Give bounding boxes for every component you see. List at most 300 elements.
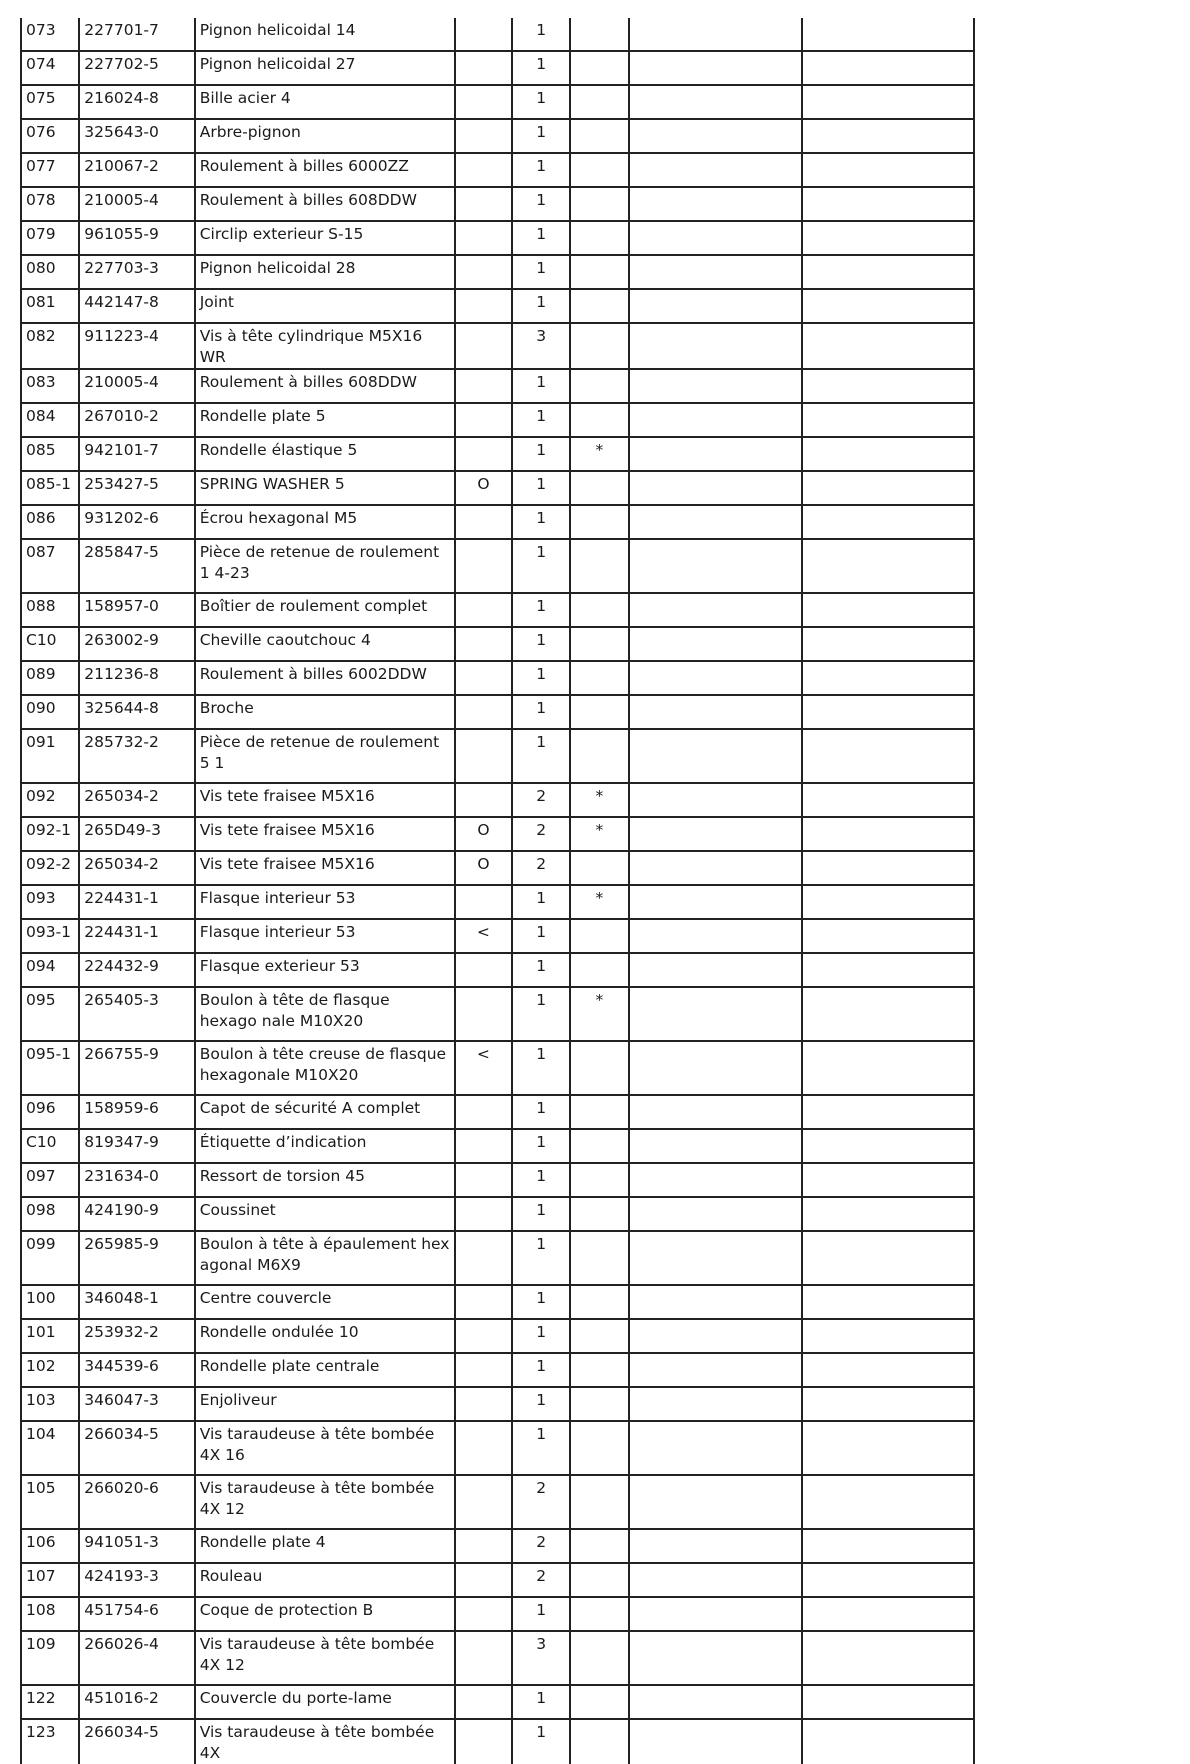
description-cell: Capot de sécurité A complet	[195, 1095, 455, 1129]
blank-cell	[629, 153, 803, 187]
table-row	[21, 18, 974, 51]
table-row	[21, 1685, 974, 1719]
quantity-cell: 3	[512, 323, 570, 369]
part-number-cell: 231634-0	[79, 1163, 194, 1197]
change-mark-cell	[570, 153, 628, 187]
blank-cell	[629, 403, 803, 437]
description-cell: Vis tete fraisee M5X16	[195, 817, 455, 851]
description-cell: Roulement à billes 6002DDW	[195, 661, 455, 695]
item-number-cell: 092-1	[21, 817, 79, 851]
blank-cell	[629, 1563, 803, 1597]
table-row	[21, 1197, 974, 1231]
blank-cell	[802, 987, 974, 1041]
blank-cell	[802, 1319, 974, 1353]
description-cell: Vis tete fraisee M5X16	[195, 851, 455, 885]
quantity-cell: 1	[512, 289, 570, 323]
item-number-cell: 095	[21, 987, 79, 1041]
change-mark-cell	[570, 119, 628, 153]
quantity-cell: 2	[512, 1475, 570, 1529]
table-row	[21, 817, 974, 851]
change-mark-cell	[570, 695, 628, 729]
blank-cell	[629, 953, 803, 987]
change-mark-cell	[570, 1319, 628, 1353]
blank-cell	[802, 661, 974, 695]
blank-cell	[802, 1129, 974, 1163]
table-row	[21, 1597, 974, 1631]
item-number-cell: 079	[21, 221, 79, 255]
change-mark-cell: *	[570, 783, 628, 817]
note-cell	[455, 1421, 512, 1475]
blank-cell	[629, 919, 803, 953]
blank-cell	[629, 437, 803, 471]
blank-cell	[802, 51, 974, 85]
note-cell	[455, 987, 512, 1041]
table-row	[21, 851, 974, 885]
table-row	[21, 1129, 974, 1163]
quantity-cell: 1	[512, 1231, 570, 1285]
description-cell: Circlip exterieur S-15	[195, 221, 455, 255]
part-number-cell: 253932-2	[79, 1319, 194, 1353]
change-mark-cell	[570, 51, 628, 85]
blank-cell	[629, 1387, 803, 1421]
item-number-cell: 097	[21, 1163, 79, 1197]
quantity-cell: 2	[512, 1529, 570, 1563]
change-mark-cell	[570, 1719, 628, 1764]
blank-cell	[802, 593, 974, 627]
item-number-cell: 101	[21, 1319, 79, 1353]
quantity-cell: 1	[512, 119, 570, 153]
table-row	[21, 289, 974, 323]
item-number-cell: 075	[21, 85, 79, 119]
table-row	[21, 919, 974, 953]
part-number-cell: 266034-5	[79, 1421, 194, 1475]
table-row	[21, 221, 974, 255]
change-mark-cell	[570, 919, 628, 953]
change-mark-cell	[570, 369, 628, 403]
quantity-cell: 1	[512, 1319, 570, 1353]
description-cell: Étiquette d’indication	[195, 1129, 455, 1163]
description-cell: Pièce de retenue de roulement 5 1	[195, 729, 455, 783]
blank-cell	[802, 437, 974, 471]
description-cell: Pignon helicoidal 27	[195, 51, 455, 85]
blank-cell	[802, 783, 974, 817]
quantity-cell: 2	[512, 817, 570, 851]
table-row	[21, 1529, 974, 1563]
table-row	[21, 1095, 974, 1129]
item-number-cell: 102	[21, 1353, 79, 1387]
table-row	[21, 153, 974, 187]
change-mark-cell	[570, 1631, 628, 1685]
blank-cell	[629, 1197, 803, 1231]
note-cell	[455, 1631, 512, 1685]
description-cell: Boulon à tête à épaulement hex agonal M6X9	[195, 1231, 455, 1285]
quantity-cell: 1	[512, 369, 570, 403]
quantity-cell: 1	[512, 18, 570, 51]
note-cell	[455, 221, 512, 255]
blank-cell	[802, 885, 974, 919]
note-cell	[455, 695, 512, 729]
blank-cell	[629, 695, 803, 729]
note-cell	[455, 18, 512, 51]
change-mark-cell	[570, 1285, 628, 1319]
table-row	[21, 1353, 974, 1387]
table-row	[21, 1231, 974, 1285]
part-number-cell: 346047-3	[79, 1387, 194, 1421]
change-mark-cell	[570, 187, 628, 221]
table-row	[21, 369, 974, 403]
blank-cell	[802, 1231, 974, 1285]
blank-cell	[629, 1163, 803, 1197]
table-row	[21, 85, 974, 119]
item-number-cell: 094	[21, 953, 79, 987]
blank-cell	[629, 505, 803, 539]
part-number-cell: 346048-1	[79, 1285, 194, 1319]
table-row	[21, 1563, 974, 1597]
description-cell: Rondelle élastique 5	[195, 437, 455, 471]
change-mark-cell	[570, 1387, 628, 1421]
quantity-cell: 1	[512, 1421, 570, 1475]
item-number-cell: 085-1	[21, 471, 79, 505]
description-cell: Vis taraudeuse à tête bombée 4X 12	[195, 1631, 455, 1685]
part-number-cell: 451754-6	[79, 1597, 194, 1631]
note-cell	[455, 1319, 512, 1353]
note-cell	[455, 1129, 512, 1163]
note-cell: <	[455, 919, 512, 953]
change-mark-cell: *	[570, 817, 628, 851]
change-mark-cell	[570, 593, 628, 627]
part-number-cell: 216024-8	[79, 85, 194, 119]
item-number-cell: 091	[21, 729, 79, 783]
blank-cell	[629, 289, 803, 323]
item-number-cell: 073	[21, 18, 79, 51]
blank-cell	[629, 1129, 803, 1163]
table-row	[21, 1387, 974, 1421]
note-cell	[455, 1719, 512, 1764]
blank-cell	[802, 1719, 974, 1764]
note-cell	[455, 403, 512, 437]
blank-cell	[802, 289, 974, 323]
part-number-cell: 325644-8	[79, 695, 194, 729]
blank-cell	[802, 187, 974, 221]
item-number-cell: 081	[21, 289, 79, 323]
description-cell: Enjoliveur	[195, 1387, 455, 1421]
item-number-cell: 092	[21, 783, 79, 817]
blank-cell	[629, 539, 803, 593]
note-cell	[455, 661, 512, 695]
note-cell: <	[455, 1041, 512, 1095]
part-number-cell: 210005-4	[79, 369, 194, 403]
note-cell	[455, 729, 512, 783]
change-mark-cell	[570, 1095, 628, 1129]
note-cell	[455, 1685, 512, 1719]
blank-cell	[629, 1285, 803, 1319]
change-mark-cell	[570, 1597, 628, 1631]
part-number-cell: 451016-2	[79, 1685, 194, 1719]
table-row	[21, 783, 974, 817]
change-mark-cell	[570, 627, 628, 661]
table-row	[21, 437, 974, 471]
blank-cell	[629, 1319, 803, 1353]
change-mark-cell: *	[570, 437, 628, 471]
change-mark-cell	[570, 1197, 628, 1231]
quantity-cell: 1	[512, 1719, 570, 1764]
note-cell	[455, 1597, 512, 1631]
change-mark-cell	[570, 1163, 628, 1197]
quantity-cell: 1	[512, 255, 570, 289]
note-cell	[455, 255, 512, 289]
quantity-cell: 1	[512, 729, 570, 783]
part-number-cell: 158957-0	[79, 593, 194, 627]
part-number-cell: 210067-2	[79, 153, 194, 187]
table-row	[21, 953, 974, 987]
item-number-cell: 106	[21, 1529, 79, 1563]
blank-cell	[802, 1631, 974, 1685]
quantity-cell: 1	[512, 1129, 570, 1163]
note-cell	[455, 1353, 512, 1387]
table-row	[21, 323, 974, 369]
change-mark-cell	[570, 85, 628, 119]
change-mark-cell: *	[570, 885, 628, 919]
quantity-cell: 1	[512, 221, 570, 255]
item-number-cell: 103	[21, 1387, 79, 1421]
note-cell	[455, 437, 512, 471]
table-row	[21, 187, 974, 221]
part-number-cell: 227701-7	[79, 18, 194, 51]
item-number-cell: 082	[21, 323, 79, 369]
description-cell: Pièce de retenue de roulement 1 4-23	[195, 539, 455, 593]
description-cell: Flasque exterieur 53	[195, 953, 455, 987]
item-number-cell: 107	[21, 1563, 79, 1597]
part-number-cell: 224431-1	[79, 919, 194, 953]
description-cell: Vis taraudeuse à tête bombée 4X	[195, 1719, 455, 1764]
table-row	[21, 627, 974, 661]
part-number-cell: 267010-2	[79, 403, 194, 437]
blank-cell	[629, 1685, 803, 1719]
blank-cell	[802, 1475, 974, 1529]
description-cell: Centre couvercle	[195, 1285, 455, 1319]
change-mark-cell	[570, 505, 628, 539]
description-cell: Flasque interieur 53	[195, 885, 455, 919]
change-mark-cell	[570, 1231, 628, 1285]
note-cell	[455, 323, 512, 369]
blank-cell	[802, 953, 974, 987]
blank-cell	[629, 729, 803, 783]
part-number-cell: 911223-4	[79, 323, 194, 369]
quantity-cell: 1	[512, 1095, 570, 1129]
part-number-cell: 224431-1	[79, 885, 194, 919]
change-mark-cell	[570, 289, 628, 323]
part-number-cell: 266034-5	[79, 1719, 194, 1764]
item-number-cell: 088	[21, 593, 79, 627]
change-mark-cell	[570, 1129, 628, 1163]
blank-cell	[629, 471, 803, 505]
blank-cell	[629, 851, 803, 885]
description-cell: Rouleau	[195, 1563, 455, 1597]
part-number-cell: 961055-9	[79, 221, 194, 255]
parts-table-body	[21, 18, 974, 1764]
blank-cell	[629, 221, 803, 255]
description-cell: Coussinet	[195, 1197, 455, 1231]
blank-cell	[802, 1197, 974, 1231]
change-mark-cell	[570, 953, 628, 987]
blank-cell	[802, 255, 974, 289]
blank-cell	[802, 119, 974, 153]
quantity-cell: 1	[512, 403, 570, 437]
part-number-cell: 941051-3	[79, 1529, 194, 1563]
note-cell	[455, 783, 512, 817]
blank-cell	[802, 539, 974, 593]
quantity-cell: 1	[512, 661, 570, 695]
quantity-cell: 1	[512, 1685, 570, 1719]
note-cell	[455, 187, 512, 221]
part-number-cell: 227703-3	[79, 255, 194, 289]
quantity-cell: 1	[512, 627, 570, 661]
description-cell: Boîtier de roulement complet	[195, 593, 455, 627]
blank-cell	[629, 885, 803, 919]
blank-cell	[629, 1529, 803, 1563]
blank-cell	[802, 817, 974, 851]
part-number-cell: 227702-5	[79, 51, 194, 85]
item-number-cell: 123	[21, 1719, 79, 1764]
parts-table	[20, 18, 975, 1764]
note-cell	[455, 1197, 512, 1231]
change-mark-cell	[570, 323, 628, 369]
description-cell: Ressort de torsion 45	[195, 1163, 455, 1197]
item-number-cell: 086	[21, 505, 79, 539]
description-cell: Rondelle plate 5	[195, 403, 455, 437]
description-cell: Rondelle plate 4	[195, 1529, 455, 1563]
table-row	[21, 729, 974, 783]
part-number-cell: 931202-6	[79, 505, 194, 539]
quantity-cell: 1	[512, 471, 570, 505]
description-cell: Broche	[195, 695, 455, 729]
table-row	[21, 255, 974, 289]
blank-cell	[629, 1475, 803, 1529]
table-row	[21, 1719, 974, 1764]
note-cell	[455, 153, 512, 187]
description-cell: Rondelle ondulée 10	[195, 1319, 455, 1353]
part-number-cell: 819347-9	[79, 1129, 194, 1163]
description-cell: Vis tete fraisee M5X16	[195, 783, 455, 817]
blank-cell	[802, 85, 974, 119]
blank-cell	[802, 1529, 974, 1563]
description-cell: Rondelle plate centrale	[195, 1353, 455, 1387]
note-cell	[455, 289, 512, 323]
part-number-cell: 442147-8	[79, 289, 194, 323]
note-cell	[455, 51, 512, 85]
quantity-cell: 1	[512, 1597, 570, 1631]
blank-cell	[629, 627, 803, 661]
table-row	[21, 661, 974, 695]
change-mark-cell	[570, 1353, 628, 1387]
part-number-cell: 285732-2	[79, 729, 194, 783]
note-cell	[455, 593, 512, 627]
item-number-cell: 084	[21, 403, 79, 437]
blank-cell	[802, 18, 974, 51]
change-mark-cell	[570, 1685, 628, 1719]
quantity-cell: 1	[512, 1353, 570, 1387]
note-cell	[455, 627, 512, 661]
blank-cell	[629, 18, 803, 51]
note-cell: O	[455, 851, 512, 885]
note-cell: O	[455, 471, 512, 505]
item-number-cell: 083	[21, 369, 79, 403]
description-cell: Roulement à billes 608DDW	[195, 369, 455, 403]
blank-cell	[629, 255, 803, 289]
item-number-cell: 080	[21, 255, 79, 289]
item-number-cell: 076	[21, 119, 79, 153]
blank-cell	[629, 187, 803, 221]
description-cell: Boulon à tête de flasque hexago nale M10X20	[195, 987, 455, 1041]
change-mark-cell	[570, 539, 628, 593]
quantity-cell: 1	[512, 953, 570, 987]
blank-cell	[629, 1719, 803, 1764]
quantity-cell: 2	[512, 1563, 570, 1597]
description-cell: Vis taraudeuse à tête bombée 4X 16	[195, 1421, 455, 1475]
item-number-cell: C10	[21, 627, 79, 661]
table-row	[21, 51, 974, 85]
blank-cell	[802, 1163, 974, 1197]
note-cell	[455, 1563, 512, 1597]
table-row	[21, 885, 974, 919]
blank-cell	[802, 1597, 974, 1631]
blank-cell	[629, 1631, 803, 1685]
table-row	[21, 695, 974, 729]
part-number-cell: 265985-9	[79, 1231, 194, 1285]
blank-cell	[629, 1231, 803, 1285]
item-number-cell: 093	[21, 885, 79, 919]
change-mark-cell	[570, 471, 628, 505]
item-number-cell: 100	[21, 1285, 79, 1319]
blank-cell	[802, 1095, 974, 1129]
blank-cell	[802, 505, 974, 539]
change-mark-cell	[570, 1529, 628, 1563]
blank-cell	[629, 593, 803, 627]
blank-cell	[629, 1353, 803, 1387]
part-number-cell: 344539-6	[79, 1353, 194, 1387]
blank-cell	[802, 369, 974, 403]
blank-cell	[802, 1285, 974, 1319]
blank-cell	[802, 919, 974, 953]
description-cell: Coque de protection B	[195, 1597, 455, 1631]
blank-cell	[802, 471, 974, 505]
description-cell: Joint	[195, 289, 455, 323]
item-number-cell: 074	[21, 51, 79, 85]
note-cell	[455, 1285, 512, 1319]
part-number-cell: 266755-9	[79, 1041, 194, 1095]
description-cell: Flasque interieur 53	[195, 919, 455, 953]
blank-cell	[802, 729, 974, 783]
quantity-cell: 1	[512, 1285, 570, 1319]
part-number-cell: 325643-0	[79, 119, 194, 153]
item-number-cell: 089	[21, 661, 79, 695]
change-mark-cell	[570, 1475, 628, 1529]
note-cell: O	[455, 817, 512, 851]
part-number-cell: 265034-2	[79, 851, 194, 885]
blank-cell	[629, 817, 803, 851]
change-mark-cell	[570, 1041, 628, 1095]
quantity-cell: 1	[512, 437, 570, 471]
table-row	[21, 505, 974, 539]
quantity-cell: 1	[512, 1387, 570, 1421]
blank-cell	[629, 987, 803, 1041]
quantity-cell: 1	[512, 153, 570, 187]
blank-cell	[629, 1597, 803, 1631]
table-row	[21, 1041, 974, 1095]
note-cell	[455, 539, 512, 593]
change-mark-cell	[570, 403, 628, 437]
note-cell	[455, 1475, 512, 1529]
